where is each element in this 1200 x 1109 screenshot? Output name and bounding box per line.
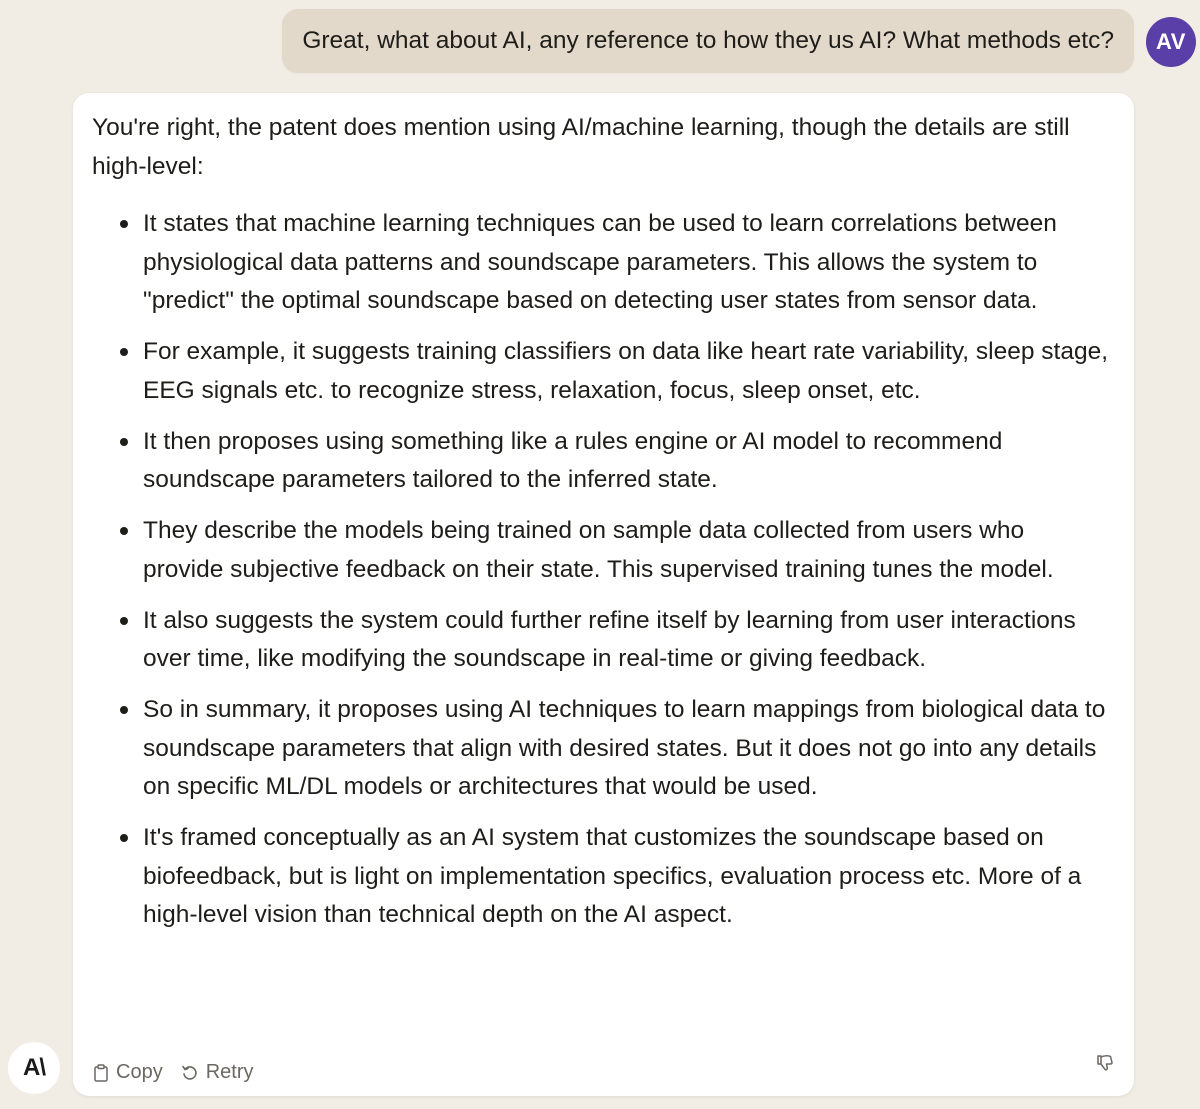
list-item [92, 423, 1110, 500]
logo-text: A\ [23, 1054, 45, 1081]
bullet-text: For example, it suggests training classifiers on data like heart rate variability, sleep stage, EEG signals etc. to recognize stress, relaxation, focus, sleep onset, etc. [143, 338, 1109, 404]
assistant-intro-text: You're right, the patent does mention using AI/machine learning, though the details are still high-level: [92, 114, 1070, 180]
bullet-dot-icon [120, 834, 128, 842]
thumbs-down-button[interactable] [1096, 1054, 1114, 1077]
assistant-message-card [73, 93, 1134, 1096]
retry-button[interactable] [181, 1061, 254, 1084]
bullet-text: It's framed conceptually as an AI system that customizes the soundscape based on biofeedback, but is light on implementation specifics, evaluation process etc. More of a high-level vision than technical depth on the AI aspect. [143, 824, 1082, 928]
user-message-bubble [282, 9, 1134, 73]
message-actions [93, 1061, 254, 1084]
bullet-dot-icon [120, 438, 128, 446]
avatar-initials: AV [1156, 29, 1186, 54]
user-message-text: Great, what about AI, any reference to how they us AI? What methods etc? [302, 27, 1114, 54]
bullet-text: They describe the models being trained on sample data collected from users who provide subjective feedback on their state. This supervised training tunes the model. [143, 517, 1054, 583]
thumbs-down-icon [1096, 1059, 1114, 1076]
bullet-text: So in summary, it proposes using AI techniques to learn mappings from biological data to soundscape parameters that align with desired states. But it does not go into any details on specific ML/DL models or architectures that would be used. [143, 696, 1106, 800]
list-item [92, 819, 1110, 935]
copy-button[interactable] [93, 1061, 163, 1084]
copy-label: Copy [116, 1061, 163, 1083]
bullet-dot-icon [120, 527, 128, 535]
list-item [92, 333, 1110, 410]
bullet-dot-icon [120, 220, 128, 228]
clipboard-icon [93, 1064, 109, 1082]
bullet-text: It states that machine learning techniques can be used to learn correlations between physiological data patterns and soundscape parameters. This allows the system to "predict" the optimal soundscape based on detecting user states from sensor data. [143, 210, 1057, 314]
assistant-bullet-list [92, 205, 1110, 935]
bullet-dot-icon [120, 348, 128, 356]
list-item [92, 512, 1110, 589]
retry-icon [181, 1064, 199, 1082]
bullet-text: It also suggests the system could further refine itself by learning from user interactions over time, like modifying the soundscape in real-time or giving feedback. [143, 606, 1076, 672]
list-item [92, 691, 1110, 807]
bullet-text: It then proposes using something like a rules engine or AI model to recommend soundscape parameters tailored to the inferred state. [143, 427, 1003, 493]
bullet-dot-icon [120, 617, 128, 625]
retry-label: Retry [205, 1061, 254, 1083]
claude-logo [8, 1042, 60, 1094]
user-avatar[interactable] [1146, 17, 1196, 67]
list-item [92, 205, 1110, 321]
bullet-dot-icon [120, 706, 128, 714]
list-item [92, 602, 1110, 679]
user-message-row [282, 9, 1134, 73]
